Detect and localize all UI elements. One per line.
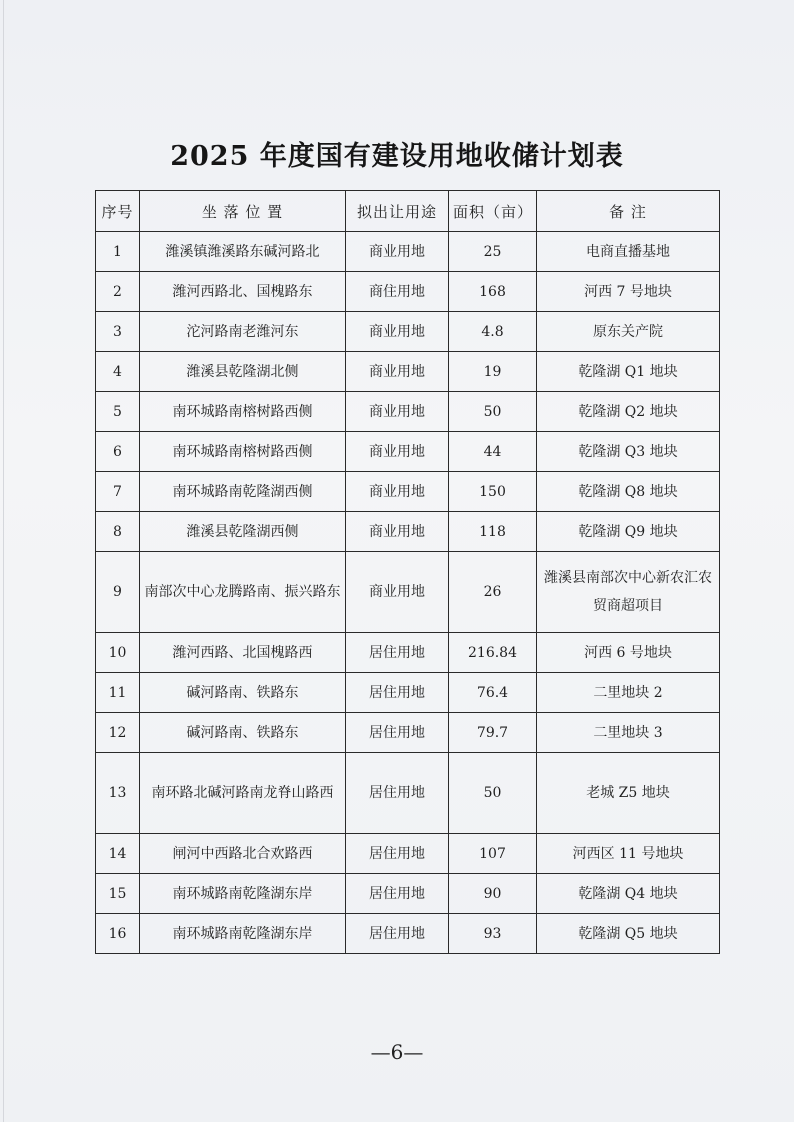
cell-use: 商业用地 xyxy=(346,432,449,472)
cell-index: 12 xyxy=(96,713,140,753)
cell-index: 11 xyxy=(96,673,140,713)
cell-index: 16 xyxy=(96,914,140,954)
cell-note: 乾隆湖 Q8 地块 xyxy=(537,472,720,512)
cell-index: 10 xyxy=(96,633,140,673)
cell-use: 居住用地 xyxy=(346,834,449,874)
cell-note: 乾隆湖 Q4 地块 xyxy=(537,874,720,914)
table-row xyxy=(96,673,720,713)
cell-location: 南环城路南榕树路西侧 xyxy=(140,392,346,432)
cell-use: 居住用地 xyxy=(346,914,449,954)
cell-use: 居住用地 xyxy=(346,753,449,834)
table-row xyxy=(96,312,720,352)
cell-location: 潍溪县乾隆湖西侧 xyxy=(140,512,346,552)
cell-note: 二里地块 3 xyxy=(537,713,720,753)
cell-location: 沱河路南老潍河东 xyxy=(140,312,346,352)
cell-index: 8 xyxy=(96,512,140,552)
cell-note: 原东关产院 xyxy=(537,312,720,352)
cell-index: 14 xyxy=(96,834,140,874)
cell-index: 4 xyxy=(96,352,140,392)
cell-index: 9 xyxy=(96,552,140,633)
cell-area: 79.7 xyxy=(449,713,537,753)
cell-area: 168 xyxy=(449,272,537,312)
cell-index: 3 xyxy=(96,312,140,352)
cell-location: 南环路北碱河路南龙脊山路西 xyxy=(140,753,346,834)
cell-location: 潍溪镇潍溪路东碱河路北 xyxy=(140,232,346,272)
cell-area: 216.84 xyxy=(449,633,537,673)
table-row xyxy=(96,392,720,432)
cell-index: 6 xyxy=(96,432,140,472)
cell-note: 河西 7 号地块 xyxy=(537,272,720,312)
cell-location: 潍河西路、北国槐路西 xyxy=(140,633,346,673)
header-note: 备 注 xyxy=(537,191,720,232)
table-row xyxy=(96,432,720,472)
header-index: 序号 xyxy=(96,191,140,232)
cell-use: 居住用地 xyxy=(346,713,449,753)
cell-location: 南环城路南榕树路西侧 xyxy=(140,432,346,472)
cell-use: 商业用地 xyxy=(346,312,449,352)
cell-location: 南环城路南乾隆湖东岸 xyxy=(140,914,346,954)
cell-index: 1 xyxy=(96,232,140,272)
cell-use: 居住用地 xyxy=(346,633,449,673)
table-header-row xyxy=(96,191,720,232)
cell-location: 南环城路南乾隆湖西侧 xyxy=(140,472,346,512)
table-row xyxy=(96,512,720,552)
cell-location: 闸河中西路北合欢路西 xyxy=(140,834,346,874)
table-row xyxy=(96,874,720,914)
table-row xyxy=(96,713,720,753)
cell-area: 19 xyxy=(449,352,537,392)
table-row xyxy=(96,232,720,272)
cell-use: 商住用地 xyxy=(346,272,449,312)
cell-use: 商业用地 xyxy=(346,392,449,432)
cell-index: 15 xyxy=(96,874,140,914)
cell-note: 乾隆湖 Q3 地块 xyxy=(537,432,720,472)
table-row xyxy=(96,834,720,874)
cell-area: 26 xyxy=(449,552,537,633)
header-area: 面积（亩） xyxy=(449,191,537,232)
cell-area: 25 xyxy=(449,232,537,272)
cell-area: 150 xyxy=(449,472,537,512)
cell-area: 118 xyxy=(449,512,537,552)
cell-area: 44 xyxy=(449,432,537,472)
header-use: 拟出让用途 xyxy=(346,191,449,232)
cell-area: 93 xyxy=(449,914,537,954)
cell-use: 商业用地 xyxy=(346,512,449,552)
cell-note: 乾隆湖 Q5 地块 xyxy=(537,914,720,954)
page-number: —6— xyxy=(370,1040,424,1064)
table-row xyxy=(96,472,720,512)
cell-location: 碱河路南、铁路东 xyxy=(140,713,346,753)
cell-use: 商业用地 xyxy=(346,352,449,392)
cell-area: 4.8 xyxy=(449,312,537,352)
cell-note: 河西 6 号地块 xyxy=(537,633,720,673)
cell-use: 商业用地 xyxy=(346,232,449,272)
table-row xyxy=(96,352,720,392)
table-row xyxy=(96,633,720,673)
cell-note: 乾隆湖 Q2 地块 xyxy=(537,392,720,432)
cell-location: 南部次中心龙腾路南、振兴路东 xyxy=(140,552,346,633)
cell-index: 13 xyxy=(96,753,140,834)
cell-index: 2 xyxy=(96,272,140,312)
table-row xyxy=(96,753,720,834)
cell-note: 河西区 11 号地块 xyxy=(537,834,720,874)
cell-use: 居住用地 xyxy=(346,874,449,914)
cell-location: 南环城路南乾隆湖东岸 xyxy=(140,874,346,914)
cell-area: 76.4 xyxy=(449,673,537,713)
cell-index: 7 xyxy=(96,472,140,512)
cell-area: 50 xyxy=(449,753,537,834)
cell-index: 5 xyxy=(96,392,140,432)
cell-area: 90 xyxy=(449,874,537,914)
cell-note: 潍溪县南部次中心新农汇农贸商超项目 xyxy=(537,552,720,633)
land-reserve-plan-table xyxy=(95,190,720,954)
cell-location: 碱河路南、铁路东 xyxy=(140,673,346,713)
cell-note: 二里地块 2 xyxy=(537,673,720,713)
cell-location: 潍溪县乾隆湖北侧 xyxy=(140,352,346,392)
cell-note: 乾隆湖 Q1 地块 xyxy=(537,352,720,392)
cell-use: 居住用地 xyxy=(346,673,449,713)
cell-location: 潍河西路北、国槐路东 xyxy=(140,272,346,312)
cell-note: 乾隆湖 Q9 地块 xyxy=(537,512,720,552)
table-row xyxy=(96,552,720,633)
cell-note: 老城 Z5 地块 xyxy=(537,753,720,834)
table-row xyxy=(96,914,720,954)
cell-use: 商业用地 xyxy=(346,472,449,512)
header-location: 坐 落 位 置 xyxy=(140,191,346,232)
cell-use: 商业用地 xyxy=(346,552,449,633)
document-title: 2025 年度国有建设用地收储计划表 xyxy=(170,141,624,172)
table-row xyxy=(96,272,720,312)
cell-area: 50 xyxy=(449,392,537,432)
cell-note: 电商直播基地 xyxy=(537,232,720,272)
cell-area: 107 xyxy=(449,834,537,874)
